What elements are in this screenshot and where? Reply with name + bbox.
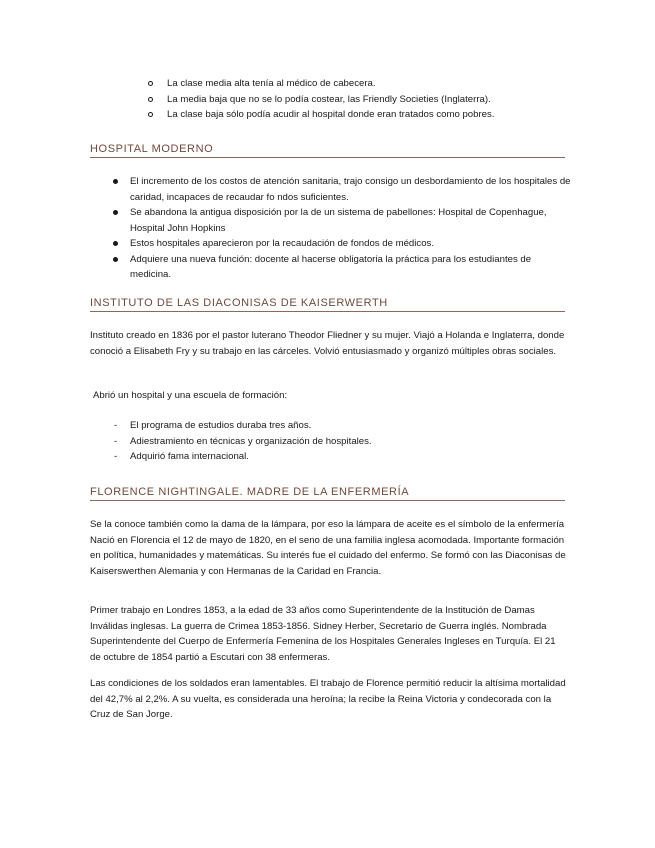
dash-bullet-icon: - (114, 435, 118, 447)
class-sublist (148, 76, 494, 123)
dash-bullet-icon: - (114, 420, 118, 431)
diaconisas-paragraph: Instituto creado en 1836 por el pastor luterano Theodor Fliedner y su mujer. Viajó a Holanda e Inglaterra, donde conoció a Elisabeth Fry y su trabajo en las cárceles. Volvió entusiasmado y organizó múltiples obras sociales. (90, 330, 565, 357)
list-item (112, 449, 372, 465)
list-item (112, 434, 372, 450)
list-item (112, 252, 572, 283)
nightingale-paragraph-3: Las condiciones de los soldados eran lamentables. El trabajo de Florence permitió reducir la altísima mortalidad del 42,7% al 2,2%. A su vuelta, es considerada una heroína; la recibe la Reina Victoria y condecorada con la Cruz de San Jorge. (90, 678, 566, 720)
bullet-icon (113, 210, 118, 215)
section-heading-nightingale: FLORENCE NIGHTINGALE. MADRE DE LA ENFERMERÍA (90, 486, 565, 501)
circle-bullet-icon (148, 97, 153, 102)
list-item-text: El incremento de los costos de atención sanitaria, trajo consigo un desbordamiento de los hospitales de caridad, incapaces de recaudar fo ndos suficientes. (130, 176, 571, 203)
bullet-icon (113, 241, 118, 246)
list-item (112, 174, 572, 205)
list-item-text: El programa de estudios duraba tres años. (130, 420, 312, 431)
list-item (112, 205, 572, 236)
diaconisas-intro-paragraph: Abrió un hospital y una escuela de formación: (93, 390, 288, 401)
list-item (148, 92, 494, 108)
list-item (148, 107, 494, 123)
bullet-icon (113, 257, 118, 262)
nightingale-paragraph-2: Primer trabajo en Londres 1853, a la edad de 33 años como Superintendente de la Institución de Damas Inválidas inglesas. La guerra de Crimea 1853-1856. Sidney Herber, Secretario de Guerra inglés. Nombrada Superintendente del Cuerpo de Enfermería Femenina de los Hospitales Generales Ingleses en Turquía. El 21 de octubre de 1854 partió a Escutari con 38 enfermeras. (90, 605, 556, 663)
list-item-text: Adquiere una nueva función: docente al hacerse obligatoria la práctica para los estudiantes de medicina. (130, 253, 532, 280)
diaconisas-dash-list (112, 418, 372, 465)
list-item-text: La media baja que no se lo podía costear, las Friendly Societies (Inglaterra). (167, 93, 491, 105)
hospital-moderno-bullets (112, 174, 572, 283)
list-item-text: La clase baja sólo podía acudir al hospital donde eran tratados como pobres. (167, 109, 495, 120)
section-heading-diaconisas: INSTITUTO DE LAS DIACONISAS DE KAISERWERTH (90, 297, 565, 312)
bullet-icon (113, 179, 118, 184)
nightingale-paragraph-1: Se la conoce también como la dama de la lámpara, por eso la lámpara de aceite es el símbolo de la enfermería Nació en Florencia el 12 de mayo de 1820, en el seno de una familia inglesa acomodada. Importante formación en política, humanidades y matemáticas. Su interés fue el cuidado del enfermo. Se formó con las Diaconisas de Kaiserswerthen Alemania y con Hermanas de la Caridad en Francia. (90, 519, 566, 577)
list-item (112, 236, 572, 252)
list-item-text: Estos hospitales aparecieron por la recaudación de fondos de médicos. (130, 238, 434, 249)
list-item-text: La clase media alta tenía al médico de cabecera. (167, 78, 376, 89)
section-heading-hospital-moderno: HOSPITAL MODERNO (90, 143, 565, 158)
list-item (148, 76, 494, 92)
list-item-text: Se abandona la antigua disposición por la de un sistema de pabellones: Hospital de Copenhague, Hospital John Hopkins (130, 207, 547, 234)
circle-bullet-icon (148, 81, 153, 86)
list-item-text: Adquirió fama internacional. (130, 451, 249, 462)
list-item (112, 418, 372, 434)
list-item-text: Adiestramiento en técnicas y organización de hospitales. (130, 435, 372, 447)
dash-bullet-icon: - (114, 451, 118, 462)
circle-bullet-icon (148, 112, 153, 117)
